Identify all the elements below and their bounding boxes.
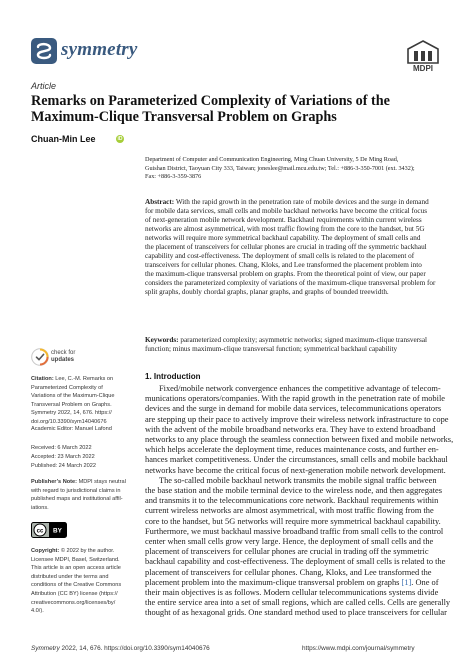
publisher-note: Publisher’s Note: MDPI stays neutral with regard to jurisdictional claims in published maps and institutional affil- iations. (31, 479, 126, 511)
abstract-line: the maximum-clique transversal problem on graphs. From the theoretical point of view, our paper (145, 270, 426, 278)
keywords-line: Keywords: parameterized complexity; asymmetric networks; signed maximum-clique transversal (145, 336, 428, 344)
mdpi-logo-icon (406, 40, 440, 64)
body-line: munications operators/companies. With the rapid growth in the penetration rate of mobile (145, 394, 445, 404)
abstract (145, 198, 455, 297)
body-line: thought of as hexagonal grids. One standard method used to place transceivers for cellular (145, 608, 447, 618)
body-line: core to the handset, but 5G networks will require more symmetrical backhaul capability. (145, 516, 441, 526)
mdpi-logo-text: MDPI (413, 64, 433, 73)
body-line: Furthermore, we must backhaul massive broadband traffic from small cells to the control (145, 526, 444, 536)
svg-text:BY: BY (53, 527, 62, 535)
check-for-updates-icon[interactable] (31, 348, 49, 366)
body-line: backhaul capability and cost-effectiveness. The deployment of small cells is related to the (145, 557, 446, 567)
abstract-line: split graphs, doubly chordal graphs, planar graphs, and graphs of bounded treewidth. (145, 288, 389, 296)
citation: Citation: Lee, C.-M. Remarks on Parameterized Complexity of Variations of the Maximum-Clique Transversal Problem on Graphs. Symmetry 2022, 14, 676. https:// doi.org/10.3390/sym14040676 (31, 375, 137, 427)
symmetry-logo-icon (31, 38, 57, 64)
abstract-line: networks are almost asymmetrical, with most traffic flowing from the core to the handset, but 5G (145, 225, 425, 233)
cc-by-license-icon[interactable] (31, 522, 67, 538)
abstract-line: Abstract: With the rapid growth in the penetration rate of mobile devices and the surge in demand (145, 198, 429, 206)
body-line: hances market competitiveness. Under the circumstances, small cells and mobile backhaul (145, 455, 448, 465)
dates (31, 444, 96, 471)
body-line: which helps accelerate the deployment time, reduces maintenance costs, and further en- (145, 445, 439, 455)
date-received: Received: 6 March 2022 (31, 445, 92, 451)
license-link[interactable]: creativecommons.org/licenses/by/ (31, 599, 116, 606)
body-line: The so-called mobile backhaul network transmits the mobile signal traffic between (159, 475, 437, 485)
body-text (145, 384, 457, 619)
abstract-line: the placement of transceivers for cellular phones are crucial in trading off the symmetric backhaul (145, 243, 427, 251)
body-line: center when small cells grow very large. Hence, the deployment of small cells and the (145, 537, 434, 547)
body-line: placement of transceivers for cellular phones are crucial in trading off the symmetric (145, 547, 429, 557)
affiliation-line: Guishan District, Taoyuan City 333, Taiwan; joneslee@mail.mcu.edu.tw; Tel.: +886-3-350-7001 (ext. 3432); (145, 164, 415, 172)
body-line: Fixed/mobile network convergence enhances the competitive advantage of telecom- (159, 384, 441, 393)
copyright: Copyright: © 2022 by the author. Licensee MDPI, Basel, Switzerland. This article is an open access article distributed under the terms and conditions of the Creative Commons Attribution (CC BY) license (https:// creativecommons.org/licenses/by/ 4.0/). (31, 547, 137, 616)
check-for-updates-line2[interactable]: updates (51, 357, 75, 363)
body-line: are stepping up their pace to actively improve their wireless network infrastructure to cope (145, 414, 449, 424)
license-link[interactable]: Attribution (CC BY) license (https:// (31, 590, 118, 597)
affiliation-line: Fax: +886-3-359-3876 (145, 173, 202, 181)
abstract-line: for mobile data services, small cells and mobile backhaul networks have become the critical focus (145, 207, 428, 215)
date-accepted: Accepted: 23 March 2022 (31, 454, 95, 460)
abstract-label: Abstract: (145, 198, 175, 206)
body-line: the entire service area into a set of small regions, which are called cells. Cells are generally (145, 598, 451, 608)
body-line: their main objectives is as follows. Modern cellular telecommunications systems divide (145, 588, 439, 598)
keywords-line: function; minus maximum-clique transversal function; symmetrical backhaul capability (145, 345, 398, 353)
date-published: Published: 24 March 2022 (31, 463, 96, 469)
footer-journal-url[interactable]: https://www.mdpi.com/journal/symmetry (302, 645, 415, 652)
abstract-line: considers the parameterized complexity of variations of the maximum-clique transversal problem for (145, 279, 436, 287)
footer-citation[interactable]: Symmetry 2022, 14, 676. https://doi.org/10.3390/sym14040676 (31, 645, 210, 652)
body-line: with the advent of the mobile broadband networks era. They have to extend broadband (145, 424, 436, 434)
abstract-line: transceivers for cellular phones. Chang, Kloks, and Lee transformed the placement problem into (145, 261, 422, 269)
keywords-label: Keywords: (145, 336, 179, 344)
svg-text:cc: cc (36, 528, 44, 535)
citation-doi-link[interactable]: doi.org/10.3390/sym14040676 (31, 418, 107, 425)
body-line: the base station and the mobile terminal device to the wireless node, and then aggregates (145, 486, 442, 496)
body-line: devices and the surge in demand for mobile data services, telecommunications operators (145, 404, 442, 414)
body-line: current wireless networks are almost asymmetrical, with most traffic flowing from the (145, 506, 434, 516)
affiliation-line: Department of Computer and Communication Engineering, Ming Chuan University, 5 De Ming Road, (145, 156, 399, 163)
abstract-line: networks will require more symmetrical backhaul capability. The deployment of small cells and (145, 234, 421, 242)
body-line: networks have become the critical focus of next-generation mobile network development. (145, 465, 446, 475)
keywords (145, 336, 455, 354)
body-line: placement problem into the maximum-clique transversal problem on graphs [1]. One of (145, 577, 439, 587)
citation-doi-line[interactable]: Symmetry 2022, 14, 676. https:// (31, 410, 112, 417)
article-type: Article (31, 81, 57, 91)
section-heading: 1. Introduction (145, 372, 201, 381)
affiliation (145, 156, 455, 182)
body-line: and transmits it to the telecommunications core network. Backhaul requirements within (145, 496, 439, 506)
paper-title: Remarks on Parameterized Complexity of Variations of the Maximum-Clique Transversal Problem on Graphs (31, 93, 390, 125)
abstract-line: of next-generation mobile network development. Backhaul requirements within current wireless (145, 216, 422, 224)
journal-name: symmetry (61, 39, 138, 60)
body-line: placement of transceivers for cellular phones. Chang, Kloks, and Lee transformed the (145, 567, 432, 577)
reference-link[interactable]: [1] (401, 577, 412, 587)
abstract-line: capability and cost-effectiveness. The deployment of small cells is related to the placement of (145, 252, 415, 260)
check-for-updates-line1[interactable]: check for (51, 350, 76, 356)
orcid-icon[interactable]: iD (117, 136, 123, 142)
body-line: networks to any place through the seamless connection between fixed and mobile networks, (145, 435, 454, 445)
author-name[interactable]: Chuan-Min Lee (31, 134, 96, 144)
academic-editor: Academic Editor: Manuel Lafond (31, 426, 112, 432)
